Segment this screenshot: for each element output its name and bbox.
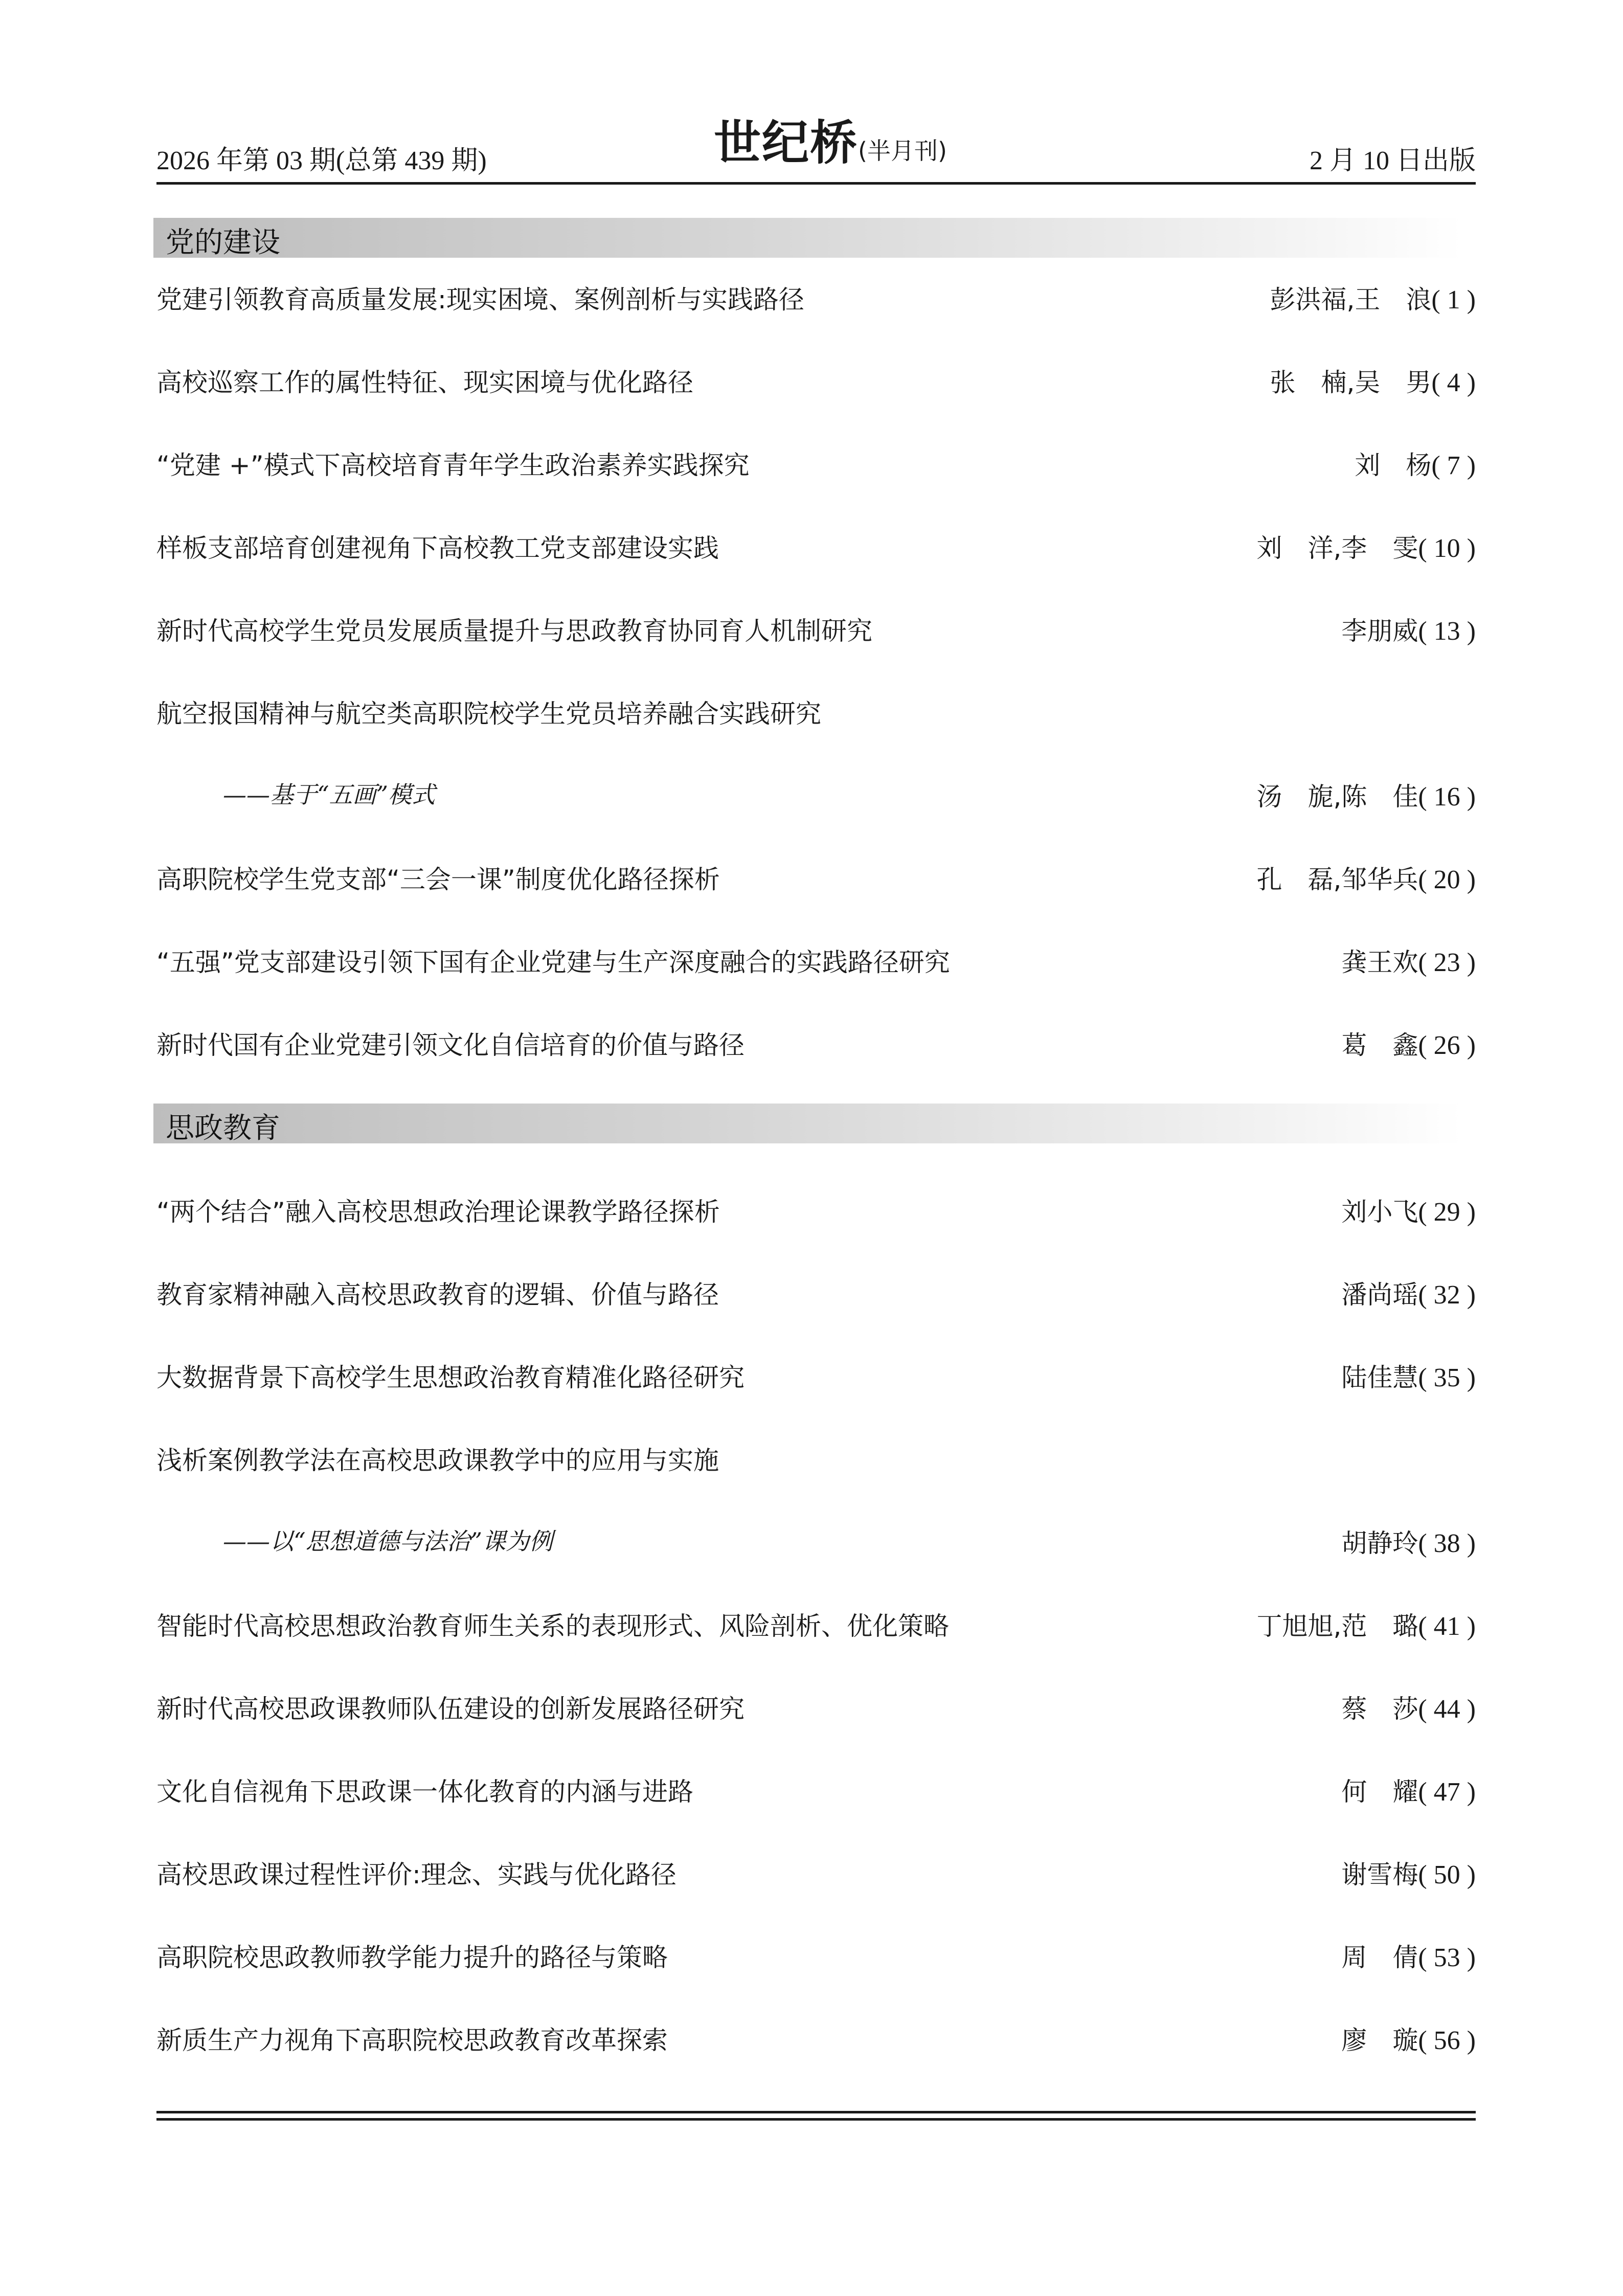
article-page: ( 35 ) (1418, 1363, 1476, 1392)
article-author: 李朋威 (1341, 616, 1418, 646)
footer-rule-bottom (156, 2118, 1476, 2121)
article-title: 新时代高校思政课教师队伍建设的创新发展路径研究 (156, 1694, 745, 1724)
toc-entry[interactable] (156, 1191, 1476, 1232)
article-author: 胡静玲 (1341, 1528, 1418, 1558)
toc-entry[interactable] (156, 1440, 1476, 1481)
article-author: 张 楠,吴 男 (1270, 368, 1432, 397)
article-title: 新时代高校学生党员发展质量提升与思政教育协同育人机制研究 (156, 616, 872, 646)
article-byline (1256, 859, 1476, 896)
article-title: 文化自信视角下思政课一体化教育的内涵与进路 (156, 1777, 693, 1807)
article-byline (1270, 362, 1476, 399)
article-author: 葛 鑫 (1341, 1030, 1418, 1060)
article-byline (1341, 1274, 1476, 1311)
article-page: ( 56 ) (1418, 2026, 1476, 2055)
article-title: 高职院校学生党支部“三会一课”制度优化路径探析 (156, 865, 720, 894)
article-byline (1341, 1025, 1476, 1062)
article-page: ( 13 ) (1418, 617, 1476, 646)
toc-entry[interactable] (156, 1689, 1476, 1729)
article-author: 周 倩 (1341, 1943, 1418, 1972)
article-title: 高校巡察工作的属性特征、现实困境与优化路径 (156, 368, 693, 397)
article-title: 党建引领教育高质量发展:现实困境、案例剖析与实践路径 (156, 285, 804, 314)
article-author: 孔 磊,邹华兵 (1256, 865, 1418, 894)
article-page: ( 7 ) (1431, 451, 1476, 480)
article-byline (1355, 445, 1476, 482)
toc-entry[interactable] (156, 693, 1476, 734)
journal-name: 世纪桥 (714, 116, 859, 170)
article-byline (1256, 776, 1476, 813)
toc-entry[interactable] (156, 611, 1476, 651)
article-author: 谢雪梅 (1341, 1860, 1418, 1889)
article-title: 航空报国精神与航空类高职院校学生党员培养融合实践研究 (156, 699, 821, 729)
article-author: 刘 杨 (1355, 451, 1432, 480)
article-byline (1341, 942, 1476, 979)
article-page: ( 1 ) (1431, 285, 1476, 314)
article-byline (1256, 528, 1476, 565)
article-author: 蔡 莎 (1341, 1694, 1418, 1724)
toc-entry-subtitle[interactable] (156, 1523, 1476, 1564)
article-author: 刘小飞 (1341, 1197, 1418, 1227)
article-title: 教育家精神融入高校思政教育的逻辑、价值与路径 (156, 1280, 719, 1310)
article-title: 高校思政课过程性评价:理念、实践与优化路径 (156, 1860, 677, 1889)
article-page: ( 38 ) (1418, 1529, 1476, 1558)
article-byline (1256, 1606, 1476, 1642)
article-byline (1341, 611, 1476, 647)
article-author: 潘尚瑶 (1341, 1280, 1418, 1310)
article-author: 何 耀 (1341, 1777, 1418, 1807)
article-byline (1341, 2020, 1476, 2057)
article-title: 样板支部培育创建视角下高校教工党支部建设实践 (156, 533, 719, 563)
article-subtitle: ——基于“五画”模式 (223, 781, 436, 808)
toc-entry[interactable] (156, 2020, 1476, 2061)
journal-title (714, 105, 947, 173)
article-page: ( 44 ) (1418, 1695, 1476, 1724)
article-byline (1341, 1854, 1476, 1891)
article-page: ( 41 ) (1418, 1612, 1476, 1641)
journal-header (156, 106, 1476, 183)
toc-entry[interactable] (156, 1606, 1476, 1647)
header-rule (156, 182, 1476, 185)
section-heading-party-building (153, 218, 1462, 258)
article-byline (1341, 1191, 1476, 1228)
toc-entry[interactable] (156, 1854, 1476, 1895)
article-page: ( 23 ) (1418, 948, 1476, 977)
article-title: “两个结合”融入高校思想政治理论课教学路径探析 (156, 1197, 720, 1227)
article-page: ( 26 ) (1418, 1031, 1476, 1060)
article-page: ( 29 ) (1418, 1198, 1476, 1227)
section-title: 思政教育 (166, 1112, 280, 1145)
toc-entry[interactable] (156, 1937, 1476, 1978)
article-page: ( 32 ) (1418, 1280, 1476, 1310)
toc-entry[interactable] (156, 1357, 1476, 1398)
article-title: “党建 +”模式下高校培育青年学生政治素养实践探究 (156, 451, 750, 480)
journal-frequency: (半月刊) (858, 137, 947, 165)
article-title: 高职院校思政教师教学能力提升的路径与策略 (156, 1943, 668, 1972)
article-byline (1341, 1523, 1476, 1560)
toc-entry[interactable] (156, 942, 1476, 983)
article-subtitle: ——以“思想道德与法治”课为例 (223, 1527, 553, 1555)
article-title: 大数据背景下高校学生思想政治教育精准化路径研究 (156, 1363, 745, 1392)
article-author: 彭洪福,王 浪 (1270, 285, 1432, 314)
section-title: 党的建设 (166, 226, 280, 259)
article-page: ( 20 ) (1418, 865, 1476, 894)
article-author: 廖 璇 (1341, 2025, 1418, 2055)
article-title: “五强”党支部建设引领下国有企业党建与生产深度融合的实践路径研究 (156, 948, 950, 977)
article-page: ( 47 ) (1418, 1777, 1476, 1807)
article-page: ( 10 ) (1418, 534, 1476, 563)
issue-number: 2026 年第 03 期(总第 439 期) (156, 146, 487, 175)
article-byline (1341, 1937, 1476, 1974)
publish-date: 2 月 10 日出版 (1309, 146, 1476, 175)
article-byline (1341, 1689, 1476, 1725)
article-byline (1341, 1771, 1476, 1808)
toc-entry-subtitle[interactable] (156, 776, 1476, 817)
article-page: ( 4 ) (1431, 368, 1476, 397)
article-title: 新质生产力视角下高职院校思政教育改革探索 (156, 2025, 668, 2055)
footer-rule-top (156, 2111, 1476, 2113)
article-author: 丁旭旭,范 璐 (1256, 1611, 1418, 1641)
section-heading-ideological-education (153, 1104, 1462, 1143)
article-page: ( 50 ) (1418, 1860, 1476, 1889)
article-byline (1270, 279, 1476, 316)
article-author: 刘 洋,李 雯 (1256, 533, 1418, 563)
article-page: ( 16 ) (1418, 782, 1476, 812)
article-author: 陆佳慧 (1341, 1363, 1418, 1392)
article-author: 龚王欢 (1341, 948, 1418, 977)
article-author: 汤 旎,陈 佳 (1256, 782, 1418, 812)
toc-entry[interactable] (156, 1274, 1476, 1315)
toc-entry[interactable] (156, 1025, 1476, 1066)
article-title: 浅析案例教学法在高校思政课教学中的应用与实施 (156, 1446, 719, 1475)
toc-entry[interactable] (156, 1771, 1476, 1812)
article-title: 新时代国有企业党建引领文化自信培育的价值与路径 (156, 1030, 745, 1060)
toc-entry[interactable] (156, 859, 1476, 900)
toc-entry[interactable] (156, 528, 1476, 569)
article-page: ( 53 ) (1418, 1943, 1476, 1972)
toc-entry[interactable] (156, 279, 1476, 320)
article-byline (1341, 1357, 1476, 1394)
article-title: 智能时代高校思想政治教育师生关系的表现形式、风险剖析、优化策略 (156, 1611, 949, 1641)
toc-entry[interactable] (156, 445, 1476, 486)
toc-entry[interactable] (156, 362, 1476, 403)
